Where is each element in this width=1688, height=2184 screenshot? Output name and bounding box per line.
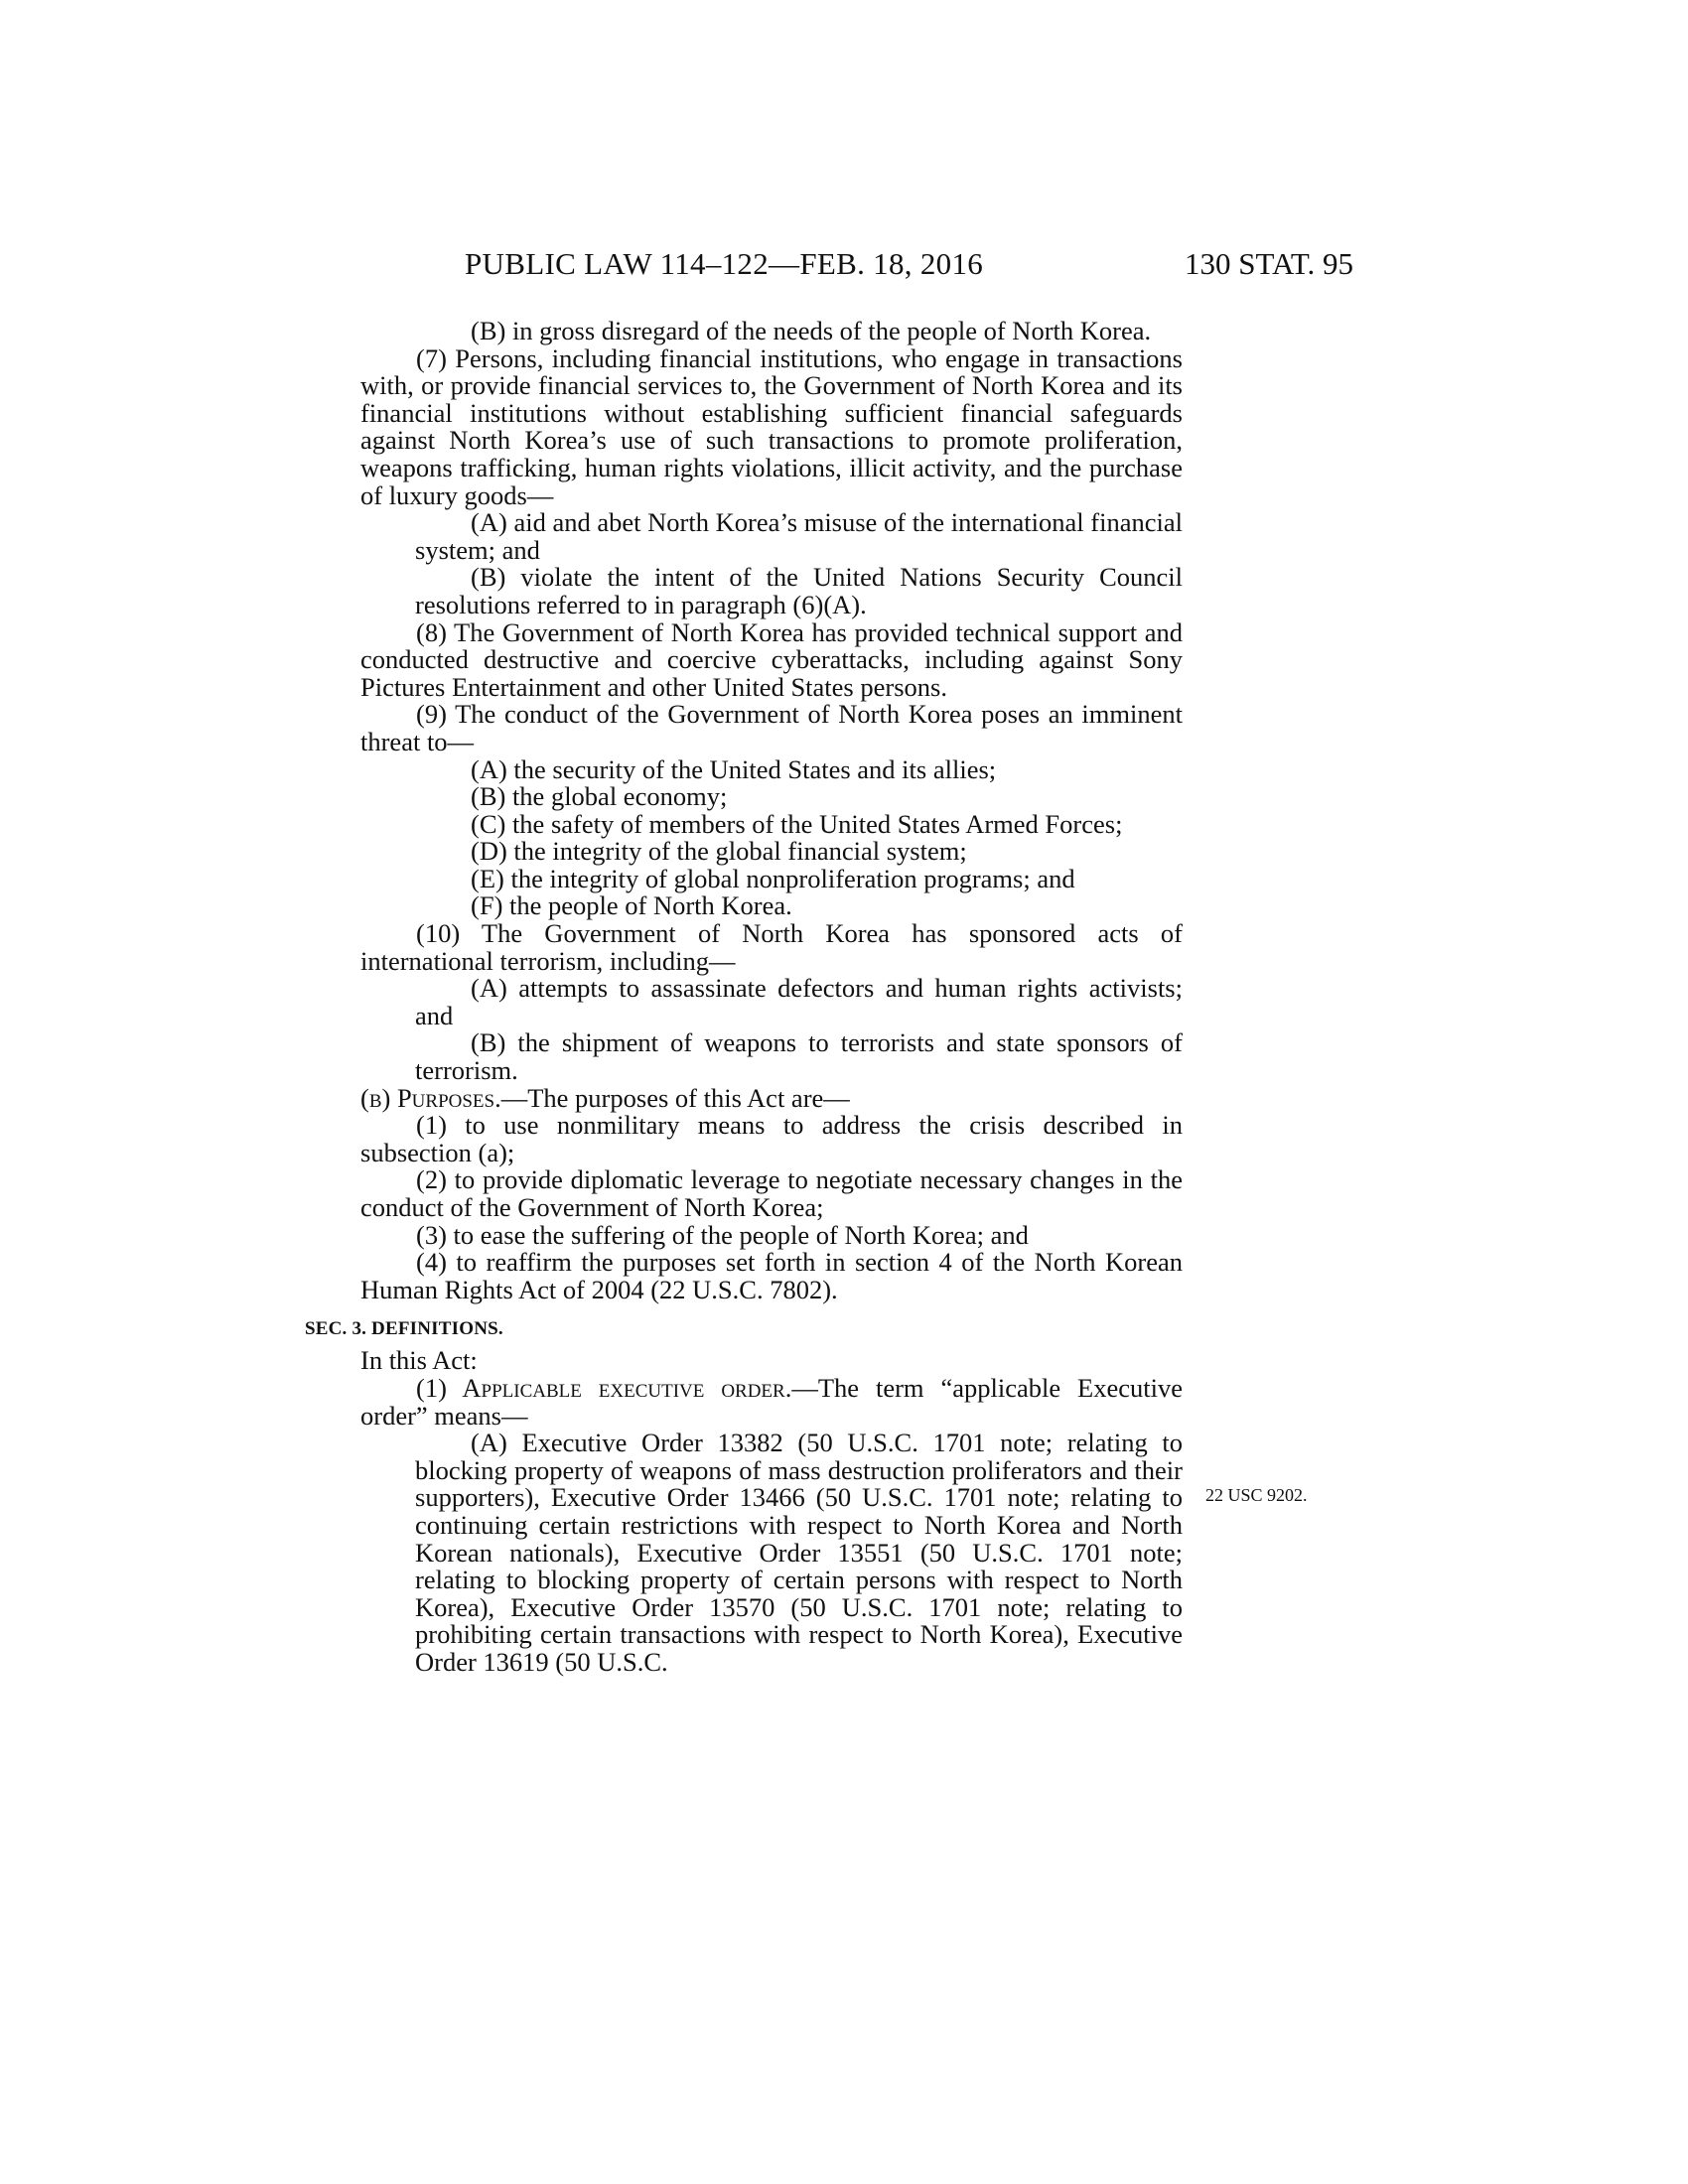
margin-citation: 22 USC 9202. [1205,1485,1308,1505]
paragraph-10: (10) The Government of North Korea has sponsored acts of international terrorism, including— [360,918,1183,976]
definition-1-label: (1) Applicable executive order. [416,1372,792,1403]
paragraph-8: (8) The Government of North Korea has provided technical support and conducted destructive and coercive cyberattacks, including against Sony Pictures Entertainment and other United States persons. [360,616,1183,702]
definition-1a: (A) Executive Order 13382 (50 U.S.C. 1701 note; relating to blocking property of weapons of mass destruction proliferators and their supporters), Executive Order 13466 (50 U.S.C. 1701 note; relating to continuing certain restrictions with respect to North Korea and North Korean nationals), Executive Order 13551 (50 U.S.C. 1701 note; relating to blocking property of certain persons with respect to North Korea), Executive Order 13570 (50 U.S.C. 1701 note; relating to prohibiting certain transactions with respect to North Korea), Executive Order 13619 (50 U.S.C. [415,1428,1183,1677]
page-stat-number: 130 STAT. 95 [1185,246,1354,281]
paragraph-9: (9) The conduct of the Government of North Korea poses an imminent threat to— [360,699,1183,756]
paragraph-9c: (C) the safety of members of the United States Armed Forces; [471,808,1123,839]
definition-1 [360,1372,1184,1431]
paragraph-7a: (A) aid and abet North Korea’s misuse of the international financial system; and [415,507,1183,565]
page-header [0,246,1688,286]
section-3-intro: In this Act: [360,1345,478,1376]
paragraph-9f: (F) the people of North Korea. [471,890,792,921]
subsection-b-purposes [360,1082,1183,1113]
paragraph-9a: (A) the security of the United States and its allies; [471,753,997,784]
purpose-2: (2) to provide diplomatic leverage to negotiate necessary changes in the conduct of the Government of North Korea; [360,1164,1183,1222]
purpose-4: (4) to reaffirm the purposes set forth in section 4 of the North Korean Human Rights Act of 2004 (22 U.S.C. 7802). [360,1247,1183,1304]
paragraph-10a: (A) attempts to assassinate defectors and human rights activists; and [415,973,1183,1030]
paragraph-7: (7) Persons, including financial institutions, who engage in transactions with, or provide financial services to, the Government of North Korea and its financial institutions without establishing sufficient financial safeguards against North Korea’s use of such transactions to promote proliferation, weapons trafficking, human rights violations, illicit activity, and the purchase of luxury goods— [360,342,1183,510]
section-3-heading: SEC. 3. DEFINITIONS. [305,1318,503,1340]
paragraph-9d: (D) the integrity of the global financial system; [471,836,967,867]
paragraph-7b: (B) violate the intent of the United Nations Security Council resolutions referred to in paragraph (6)(A). [415,562,1183,619]
body-text [305,316,1184,1677]
paragraph-10b: (B) the shipment of weapons to terrorists and state sponsors of terrorism. [415,1027,1183,1086]
paragraph-9e: (E) the integrity of global nonproliferation programs; and [471,863,1075,893]
paragraph-9b: (B) the global economy; [471,781,728,812]
paragraph-6b: (B) in gross disregard of the needs of the people of North Korea. [471,316,1152,345]
purpose-1: (1) to use nonmilitary means to address the crisis described in subsection (a); [360,1110,1183,1167]
subsection-b-label: (b) Purposes. [360,1082,501,1113]
definition-1-text: —The term “applicable Executive order” means— [360,1372,1184,1431]
running-head: PUBLIC LAW 114–122—FEB. 18, 2016 [465,246,984,281]
purpose-3: (3) to ease the suffering of the people of North Korea; and [416,1219,1029,1250]
subsection-b-text: —The purposes of this Act are— [500,1082,850,1113]
